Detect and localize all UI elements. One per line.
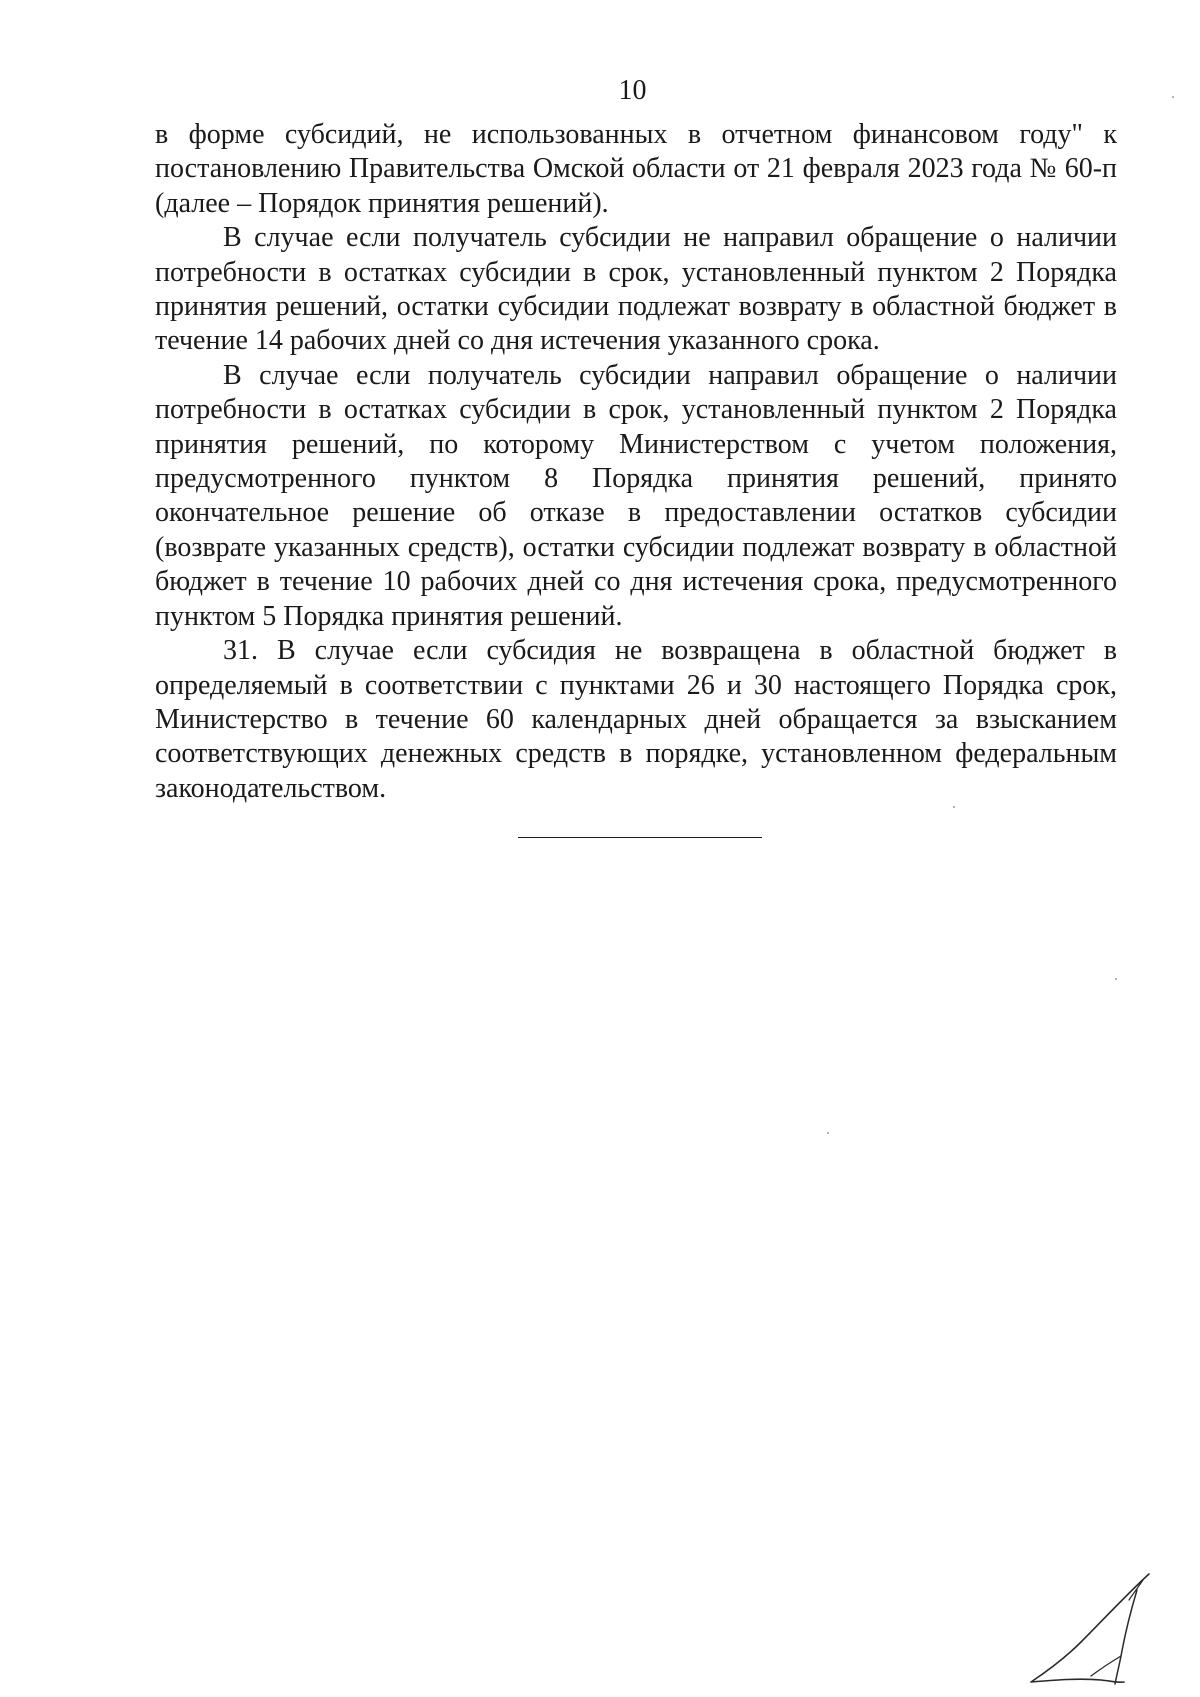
scan-speck bbox=[1172, 96, 1174, 98]
document-body bbox=[155, 118, 1117, 806]
paragraph-continuation: в форме субсидий, не использованных в отчетном финансовом году" к постановлению Правительства Омской области от 21 февраля 2023 года № 60-п (далее – Порядок принятия решений). bbox=[155, 119, 1117, 219]
paragraph-refusal-decision: В случае если получатель субсидии направил обращение о наличии потребности в остатках субсидии в срок, установленный пунктом 2 Порядка принятия решений, по которому Министерством с учетом положения, предусмотренного пунктом 8 Порядка принятия решений, принято окончательное решение об отказе в предоставлении остатков субсидии (возврате указанных средств), остатки субсидии подлежат возврату в областной бюджет в течение 10 рабочих дней со дня истечения срока, предусмотренного пунктом 5 Порядка принятия решений. bbox=[155, 359, 1117, 632]
handwritten-signature bbox=[1025, 1570, 1155, 1690]
page-number: 10 bbox=[618, 75, 647, 106]
scan-speck bbox=[827, 1132, 829, 1134]
end-of-text-rule bbox=[518, 837, 762, 838]
paragraph-no-request: В случае если получатель субсидии не направил обращение о наличии потребности в остатках субсидии в срок, установленный пунктом 2 Порядка принятия решений, остатки субсидии подлежат возврату в областной бюджет в течение 14 рабочих дней со дня истечения указанного срока. bbox=[155, 222, 1117, 357]
paragraph-clause-31: 31. В случае если субсидия не возвращена в областной бюджет в определяемый в соответствии с пунктами 26 и 30 настоящего Порядка срок, Министерство в течение 60 календарных дней обращается за взысканием соответствующих денежных средств в порядке, установленном федеральным законодательством. bbox=[155, 635, 1117, 804]
scan-speck bbox=[1115, 978, 1117, 980]
scan-speck bbox=[953, 806, 955, 808]
